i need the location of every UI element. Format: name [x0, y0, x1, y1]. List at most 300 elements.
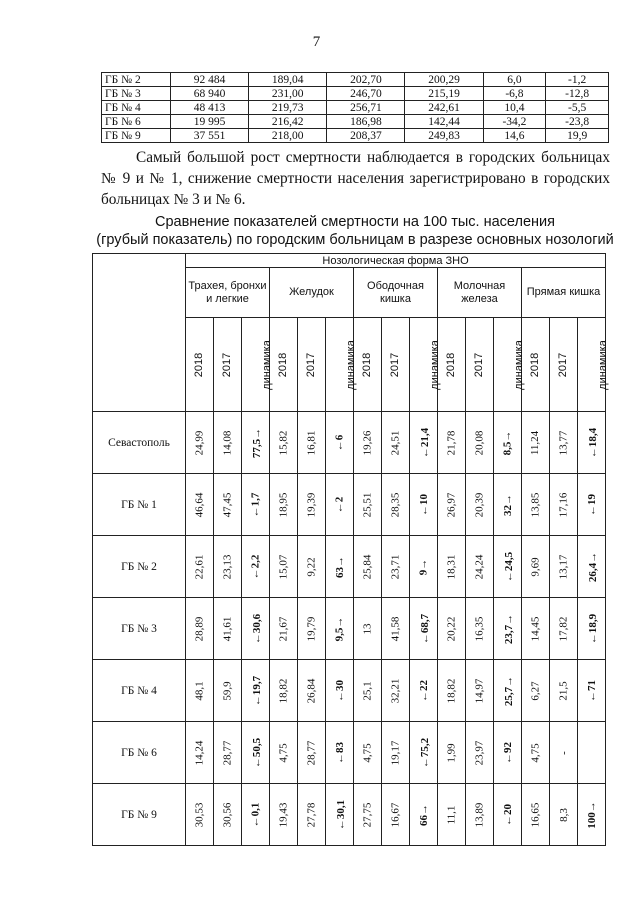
subheader-label: 2018	[193, 352, 206, 377]
dynamics-value: 9,5→	[333, 616, 346, 641]
header-top: Нозологическая форма ЗНО	[186, 254, 606, 268]
body-paragraph: Самый большой рост смертности наблюдается в городских больницах № 9 и № 1, снижение смертности населения зарегистрировано в городских больницах № 3 и № 6.	[101, 149, 610, 208]
subheader-cell	[550, 318, 578, 412]
table-row	[93, 722, 606, 784]
dynamics-cell	[326, 412, 354, 474]
dynamics-value: 9→	[417, 558, 430, 575]
subheader-cell	[326, 318, 357, 412]
top-table-row	[102, 87, 609, 101]
subheader-label: 2018	[361, 352, 374, 377]
dynamics-cell	[578, 474, 606, 536]
value-cell	[522, 660, 550, 722]
value-cell	[382, 660, 410, 722]
subheader-label: динамика	[596, 339, 609, 390]
top-table-cell: -12,8	[546, 87, 609, 101]
subheader-label: 2017	[389, 352, 402, 377]
subheader-label: 2018	[445, 352, 458, 377]
subheader-label: динамика	[260, 339, 273, 390]
dynamics-cell	[242, 474, 270, 536]
value-cell	[550, 474, 578, 536]
top-table-row	[102, 101, 609, 115]
rate-value: 18,95	[277, 492, 290, 517]
dynamics-cell	[242, 784, 270, 846]
value-cell	[214, 598, 242, 660]
dynamics-value: ←19	[585, 493, 598, 516]
subheader-cell	[242, 318, 273, 412]
top-table-row	[102, 129, 609, 143]
value-cell	[522, 722, 550, 784]
rate-value: 4,75	[277, 742, 290, 763]
rate-value: 8,3	[557, 807, 570, 822]
value-cell	[354, 784, 382, 846]
value-cell	[522, 536, 550, 598]
dynamics-cell	[410, 660, 438, 722]
dynamics-cell	[410, 474, 438, 536]
rate-value: 22,61	[193, 554, 206, 579]
top-table-cell: 242,61	[405, 101, 483, 115]
value-cell	[382, 536, 410, 598]
rate-value: 23,97	[473, 740, 486, 765]
value-cell	[382, 722, 410, 784]
rate-value: 28,77	[305, 740, 318, 765]
subheader-cell	[466, 318, 494, 412]
nosology-group-header: Желудок	[270, 268, 354, 318]
top-table-cell: 19 995	[171, 115, 249, 129]
top-table-hospital: ГБ № 2	[102, 73, 171, 87]
top-table-cell: 256,71	[327, 101, 405, 115]
dynamics-cell	[410, 722, 438, 784]
top-table-cell: 10,4	[483, 101, 546, 115]
value-cell	[354, 474, 382, 536]
subheader-cell	[270, 318, 298, 412]
row-label: ГБ № 6	[93, 722, 186, 784]
value-cell	[438, 722, 466, 784]
table-row	[93, 784, 606, 846]
table-row	[93, 660, 606, 722]
value-cell	[214, 722, 242, 784]
top-table-cell: 202,70	[327, 73, 405, 87]
value-cell	[298, 536, 326, 598]
rate-value: 16,35	[473, 616, 486, 641]
dynamics-value: ←75,2	[419, 737, 432, 768]
value-cell	[298, 784, 326, 846]
dynamics-value: ←68,7	[419, 613, 432, 644]
dynamics-value: ←2	[333, 496, 346, 513]
subheader-label: динамика	[428, 339, 441, 390]
rate-value: 24,51	[389, 430, 402, 455]
nosology-group-header: Прямая кишка	[522, 268, 606, 318]
rate-value: 59,9	[221, 680, 234, 701]
value-cell	[186, 412, 214, 474]
dynamics-cell	[578, 660, 606, 722]
rate-value: 27,78	[305, 802, 318, 827]
dynamics-value: 23,7→	[503, 613, 516, 644]
top-table-cell: 37 551	[171, 129, 249, 143]
top-table-cell: -5,5	[546, 101, 609, 115]
value-cell	[438, 784, 466, 846]
value-cell	[354, 722, 382, 784]
value-cell	[466, 598, 494, 660]
nosology-group-header: Ободочная кишка	[354, 268, 438, 318]
value-cell	[550, 784, 578, 846]
dynamics-value: 26,4→	[587, 551, 600, 582]
rate-value: 13,77	[557, 430, 570, 455]
top-table-cell: 6,0	[483, 73, 546, 87]
top-table-hospital: ГБ № 3	[102, 87, 171, 101]
rate-value: 21,78	[445, 430, 458, 455]
dynamics-value: ←19,7	[251, 675, 264, 706]
subheader-label: 2017	[305, 352, 318, 377]
subheader-cell	[494, 318, 525, 412]
row-label: ГБ № 3	[93, 598, 186, 660]
top-table-cell: 186,98	[327, 115, 405, 129]
top-table-row	[102, 73, 609, 87]
value-cell	[382, 474, 410, 536]
subheader-cell	[522, 318, 550, 412]
top-table-cell: 68 940	[171, 87, 249, 101]
value-cell	[466, 660, 494, 722]
dynamics-value: ←2,2	[249, 554, 262, 579]
dynamics-cell	[326, 660, 354, 722]
top-table-cell: 142,44	[405, 115, 483, 129]
value-cell	[214, 412, 242, 474]
rate-value: 18,82	[445, 678, 458, 703]
value-cell	[466, 412, 494, 474]
dynamics-cell	[410, 536, 438, 598]
rate-value: 14,24	[193, 740, 206, 765]
dynamics-value: ←22	[417, 679, 430, 702]
rate-value: 41,61	[221, 616, 234, 641]
dynamics-value: ←18,4	[587, 427, 600, 458]
row-label: ГБ № 4	[93, 660, 186, 722]
dynamics-cell	[410, 784, 438, 846]
dynamics-value: ←6	[333, 434, 346, 451]
rate-value: 47,45	[221, 492, 234, 517]
mortality-table	[92, 253, 609, 846]
top-table-cell: -1,2	[546, 73, 609, 87]
dynamics-cell	[494, 412, 522, 474]
subheader-label: 2017	[221, 352, 234, 377]
nosology-group-header: Трахея, бронхи и легкие	[186, 268, 270, 318]
top-table-cell: -6,8	[483, 87, 546, 101]
rate-value: 19,26	[361, 430, 374, 455]
dynamics-cell	[494, 660, 522, 722]
top-table-cell: -23,8	[546, 115, 609, 129]
table-row	[93, 474, 606, 536]
dynamics-cell	[578, 598, 606, 660]
rate-value: 27,75	[361, 802, 374, 827]
rate-value: 32,21	[389, 678, 402, 703]
value-cell	[214, 536, 242, 598]
dynamics-value: 8,5→	[501, 430, 514, 455]
top-table-hospital: ГБ № 9	[102, 129, 171, 143]
corner-cell	[93, 254, 186, 412]
dynamics-cell	[326, 784, 354, 846]
dynamics-value: ←71	[585, 679, 598, 702]
value-cell	[522, 784, 550, 846]
rate-value: 23,71	[389, 554, 402, 579]
row-label: ГБ № 9	[93, 784, 186, 846]
value-cell	[354, 598, 382, 660]
dynamics-cell	[494, 598, 522, 660]
dynamics-cell	[326, 722, 354, 784]
dynamics-value: ←92	[501, 741, 514, 764]
rate-value: 20,22	[445, 616, 458, 641]
value-cell	[550, 536, 578, 598]
subheader-label: динамика	[512, 339, 525, 390]
top-table-cell: 208,37	[327, 129, 405, 143]
rate-value: 28,35	[389, 492, 402, 517]
rate-value: 19,43	[277, 802, 290, 827]
top-table-cell: -34,2	[483, 115, 546, 129]
value-cell	[382, 784, 410, 846]
rate-value: 15,07	[277, 554, 290, 579]
rate-value: 16,81	[305, 430, 318, 455]
dynamics-cell	[494, 474, 522, 536]
rate-value: 14,97	[473, 678, 486, 703]
subheader-cell	[186, 318, 214, 412]
value-cell	[270, 412, 298, 474]
rate-value: 24,99	[193, 430, 206, 455]
value-cell	[298, 722, 326, 784]
dynamics-value: ←50,5	[251, 737, 264, 768]
top-table-cell: 218,00	[249, 129, 327, 143]
rate-value: 13,85	[529, 492, 542, 517]
subheader-cell	[298, 318, 326, 412]
value-cell	[354, 660, 382, 722]
value-cell	[270, 784, 298, 846]
value-cell	[270, 660, 298, 722]
table-caption-line1: Сравнение показателей смертности на 100 тыс. населения	[154, 214, 555, 230]
rate-value: 17,16	[557, 492, 570, 517]
rate-value: -	[557, 750, 570, 755]
top-table-cell: 249,83	[405, 129, 483, 143]
dynamics-value: 32→	[501, 493, 514, 516]
subheader-cell	[382, 318, 410, 412]
value-cell	[186, 598, 214, 660]
rate-value: 30,53	[193, 802, 206, 827]
top-table-cell: 14,6	[483, 129, 546, 143]
rate-value: 1,99	[445, 742, 458, 763]
dynamics-cell	[242, 722, 270, 784]
value-cell	[186, 660, 214, 722]
rate-value: 21,5	[557, 680, 570, 701]
value-cell	[550, 660, 578, 722]
rate-value: 16,67	[389, 802, 402, 827]
value-cell	[438, 660, 466, 722]
table-row	[93, 536, 606, 598]
rate-value: 48,1	[193, 680, 206, 701]
rate-value: 13,17	[557, 554, 570, 579]
dynamics-cell	[578, 536, 606, 598]
value-cell	[214, 660, 242, 722]
row-label: ГБ № 2	[93, 536, 186, 598]
rate-value: 19,79	[305, 616, 318, 641]
dynamics-value: ←30	[333, 679, 346, 702]
subheader-cell	[410, 318, 441, 412]
value-cell	[382, 598, 410, 660]
dynamics-value: 63→	[333, 555, 346, 578]
dynamics-cell	[578, 722, 606, 784]
top-table-row	[102, 115, 609, 129]
value-cell	[466, 536, 494, 598]
subheader-cell	[438, 318, 466, 412]
dynamics-cell	[410, 412, 438, 474]
rate-value: 20,08	[473, 430, 486, 455]
top-table-cell: 219,73	[249, 101, 327, 115]
rate-value: 13,89	[473, 802, 486, 827]
dynamics-value: ←83	[333, 741, 346, 764]
dynamics-value: ←18,9	[587, 613, 600, 644]
value-cell	[522, 474, 550, 536]
rate-value: 18,82	[277, 678, 290, 703]
dynamics-cell	[242, 660, 270, 722]
rate-value: 21,67	[277, 616, 290, 641]
rate-value: 11,24	[529, 430, 542, 455]
dynamics-value: ←24,5	[503, 551, 516, 582]
value-cell	[270, 722, 298, 784]
rate-value: 4,75	[529, 742, 542, 763]
rate-value: 4,75	[361, 742, 374, 763]
value-cell	[466, 474, 494, 536]
top-table-hospital: ГБ № 6	[102, 115, 171, 129]
dynamics-value: ←10	[417, 493, 430, 516]
table-row	[93, 412, 606, 474]
top-table-cell: 246,70	[327, 87, 405, 101]
rate-value: 19,17	[389, 740, 402, 765]
dynamics-cell	[578, 784, 606, 846]
value-cell	[214, 474, 242, 536]
subheader-cell	[354, 318, 382, 412]
top-table-cell: 231,00	[249, 87, 327, 101]
top-table-hospital: ГБ № 4	[102, 101, 171, 115]
rate-value: 26,97	[445, 492, 458, 517]
dynamics-cell	[494, 784, 522, 846]
value-cell	[298, 598, 326, 660]
rate-value: 28,89	[193, 616, 206, 641]
value-cell	[438, 598, 466, 660]
value-cell	[438, 474, 466, 536]
rate-value: 9,69	[529, 556, 542, 577]
row-label: Севастополь	[93, 412, 186, 474]
subheader-label: 2017	[557, 352, 570, 377]
value-cell	[438, 412, 466, 474]
dynamics-value: 25,7→	[503, 675, 516, 706]
dynamics-value: ←30,1	[335, 799, 348, 830]
rate-value: 11,1	[445, 805, 458, 824]
value-cell	[522, 412, 550, 474]
subheader-cell	[578, 318, 609, 412]
subheader-label: 2018	[277, 352, 290, 377]
rate-value: 20,39	[473, 492, 486, 517]
top-table-cell: 189,04	[249, 73, 327, 87]
rate-value: 25,51	[361, 492, 374, 517]
rate-value: 41,58	[389, 616, 402, 641]
value-cell	[466, 722, 494, 784]
rate-value: 28,77	[221, 740, 234, 765]
top-table-cell: 215,19	[405, 87, 483, 101]
dynamics-value: ←0,1	[249, 802, 262, 827]
value-cell	[298, 474, 326, 536]
rate-value: 6,27	[529, 680, 542, 701]
rate-value: 25,1	[361, 680, 374, 701]
subheader-label: 2018	[529, 352, 542, 377]
dynamics-cell	[326, 474, 354, 536]
top-table-cell: 48 413	[171, 101, 249, 115]
subheader-cell	[214, 318, 242, 412]
dynamics-value: ←30,6	[251, 613, 264, 644]
value-cell	[438, 536, 466, 598]
value-cell	[270, 598, 298, 660]
table-row	[93, 598, 606, 660]
rate-value: 9,22	[305, 556, 318, 577]
value-cell	[522, 598, 550, 660]
value-cell	[186, 536, 214, 598]
value-cell	[270, 536, 298, 598]
dynamics-value: 77,5→	[251, 427, 264, 458]
top-table-cell: 19,9	[546, 129, 609, 143]
value-cell	[382, 412, 410, 474]
value-cell	[270, 474, 298, 536]
rate-value: 24,24	[473, 554, 486, 579]
table-caption-line2: (грубый показатель) по городским больницам в разрезе основных нозологий	[96, 232, 614, 248]
value-cell	[550, 722, 578, 784]
rate-value: 30,56	[221, 802, 234, 827]
rate-value: 25,84	[361, 554, 374, 579]
value-cell	[186, 722, 214, 784]
dynamics-cell	[494, 722, 522, 784]
dynamics-cell	[326, 536, 354, 598]
dynamics-value: ←20	[501, 803, 514, 826]
nosology-group-header: Молочная железа	[438, 268, 522, 318]
dynamics-cell	[242, 536, 270, 598]
subheader-label: динамика	[344, 339, 357, 390]
value-cell	[354, 412, 382, 474]
top-table	[101, 72, 609, 143]
page-number: 7	[312, 34, 321, 50]
value-cell	[186, 784, 214, 846]
rate-value: 13	[361, 623, 374, 634]
rate-value: 16,65	[529, 802, 542, 827]
value-cell	[466, 784, 494, 846]
rate-value: 15,82	[277, 430, 290, 455]
value-cell	[550, 412, 578, 474]
top-table-cell: 216,42	[249, 115, 327, 129]
dynamics-value: 100→	[585, 800, 598, 829]
dynamics-cell	[326, 598, 354, 660]
value-cell	[550, 598, 578, 660]
rate-value: 14,08	[221, 430, 234, 455]
row-label: ГБ № 1	[93, 474, 186, 536]
dynamics-cell	[494, 536, 522, 598]
value-cell	[186, 474, 214, 536]
value-cell	[298, 660, 326, 722]
rate-value: 19,39	[305, 492, 318, 517]
value-cell	[354, 536, 382, 598]
value-cell	[214, 784, 242, 846]
subheader-label: 2017	[473, 352, 486, 377]
dynamics-cell	[242, 598, 270, 660]
dynamics-value: ←1,7	[249, 492, 262, 517]
dynamics-cell	[410, 598, 438, 660]
rate-value: 46,64	[193, 492, 206, 517]
top-table-cell: 200,29	[405, 73, 483, 87]
dynamics-value: ←21,4	[419, 427, 432, 458]
value-cell	[298, 412, 326, 474]
rate-value: 23,13	[221, 554, 234, 579]
rate-value: 17,82	[557, 616, 570, 641]
rate-value: 26,84	[305, 678, 318, 703]
